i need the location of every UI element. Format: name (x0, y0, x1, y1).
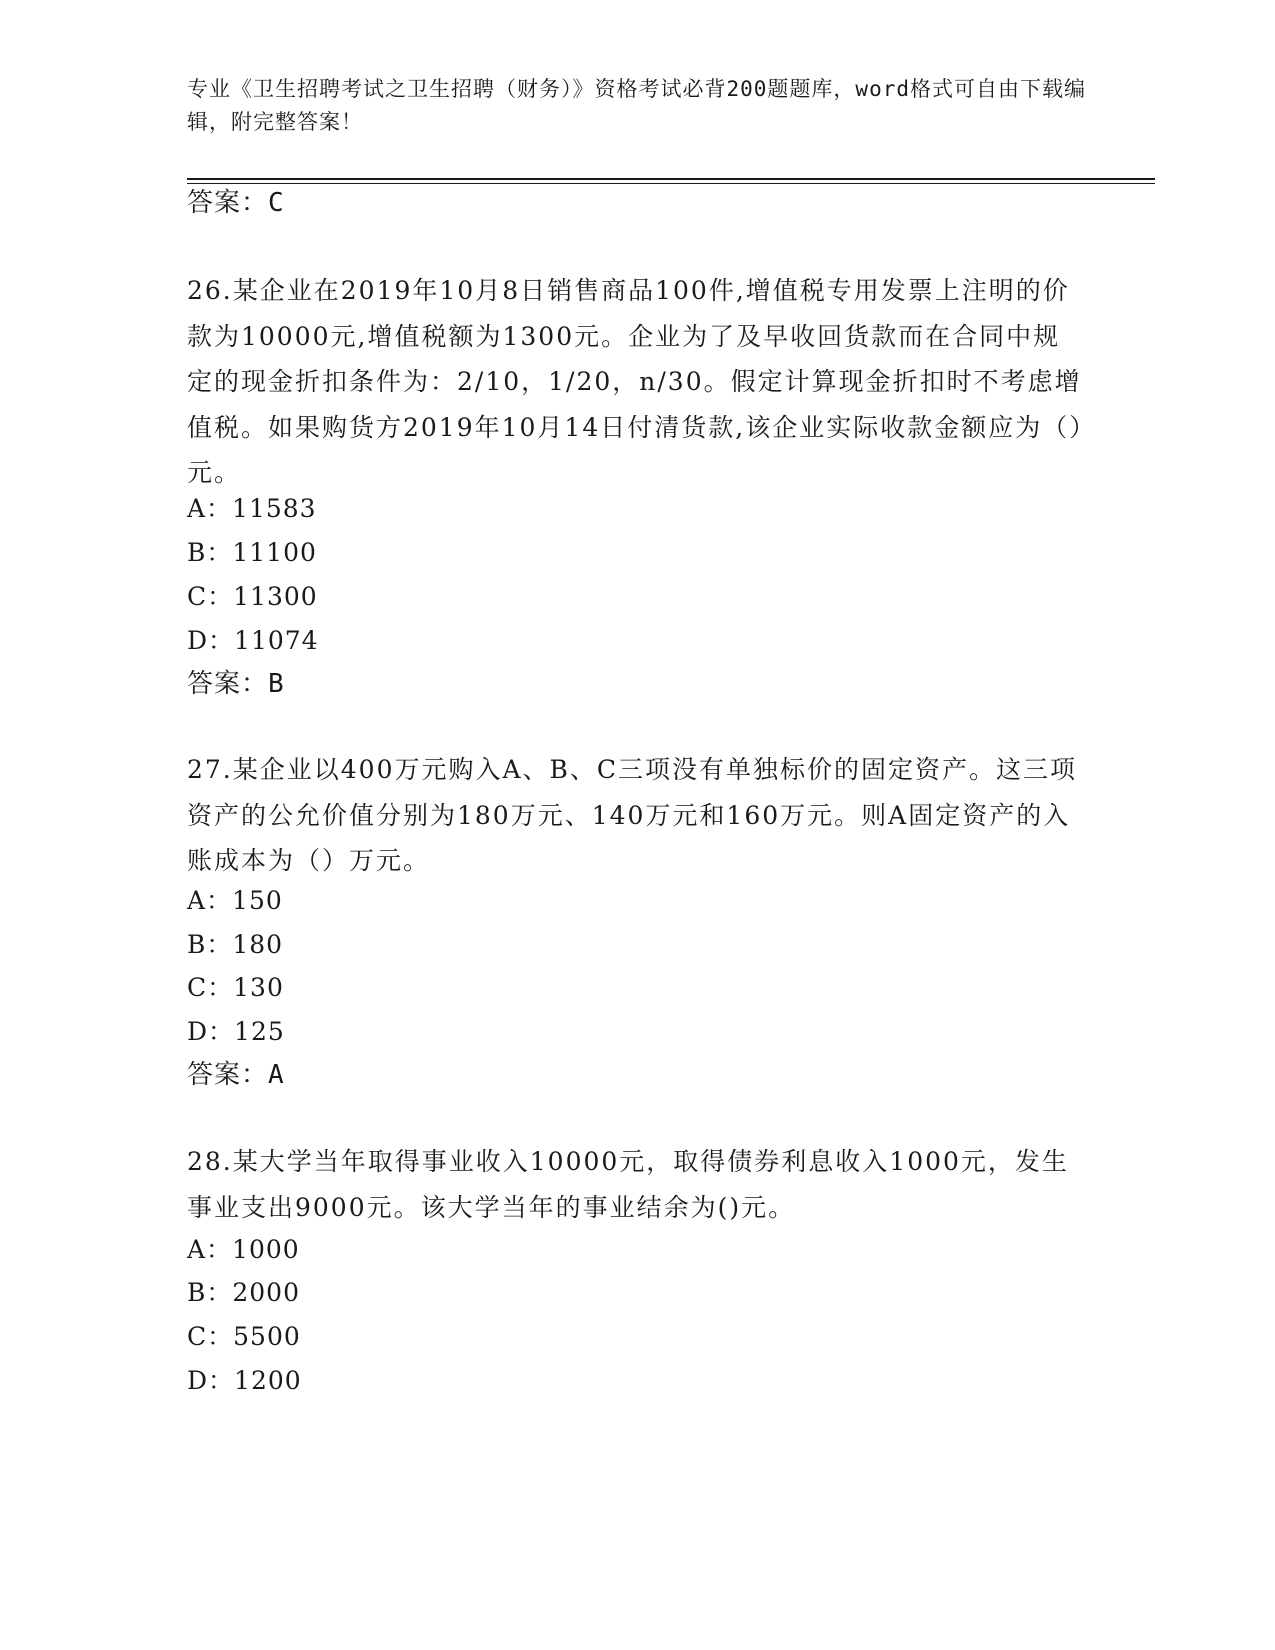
option-28-c: C：5500 (187, 1322, 301, 1351)
option-27-c: C：130 (187, 973, 284, 1002)
answer-25: 答案：C (187, 188, 285, 218)
question-27: 27.某企业以400万元购入A、B、C三项没有单独标价的固定资产。这三项资产的公允价值分别为180万元、140万元和160万元。则A固定资产的入账成本为（）万元。 (187, 755, 1078, 875)
header-divider-thin (187, 183, 1155, 184)
option-26-d: D：11074 (187, 626, 319, 655)
header-divider-thick (187, 178, 1155, 180)
option-26-c: C：11300 (187, 582, 318, 611)
question-26: 26.某企业在2019年10月8日销售商品100件,增值税专用发票上注明的价款为10000元,增值税额为1300元。企业为了及早收回货款而在合同中规定的现金折扣条件为：2/10，1/20，n/30。假定计算现金折扣时不考虑增值税。如果购货方2019年10月14日付清货款,该企业实际收款金额应为（）元。 (187, 276, 1084, 487)
option-27-d: D：125 (187, 1017, 285, 1046)
question-28: 28.某大学当年取得事业收入10000元，取得债券利息收入1000元，发生事业支出9000元。该大学当年的事业结余为()元。 (187, 1147, 1069, 1222)
option-27-b: B：180 (187, 930, 284, 959)
option-27-a: A：150 (187, 886, 283, 915)
option-26-a: A：11583 (187, 494, 317, 523)
document-header: 专业《卫生招聘考试之卫生招聘（财务）》资格考试必背200题题库，word格式可自由下载编辑，附完整答案！ (187, 77, 1086, 134)
option-28-b: B：2000 (187, 1278, 300, 1307)
answer-26: 答案：B (187, 669, 285, 699)
answer-27: 答案：A (187, 1060, 285, 1090)
option-28-a: A：1000 (187, 1235, 300, 1264)
option-26-b: B：11100 (187, 538, 317, 567)
option-28-d: D：1200 (187, 1366, 302, 1395)
